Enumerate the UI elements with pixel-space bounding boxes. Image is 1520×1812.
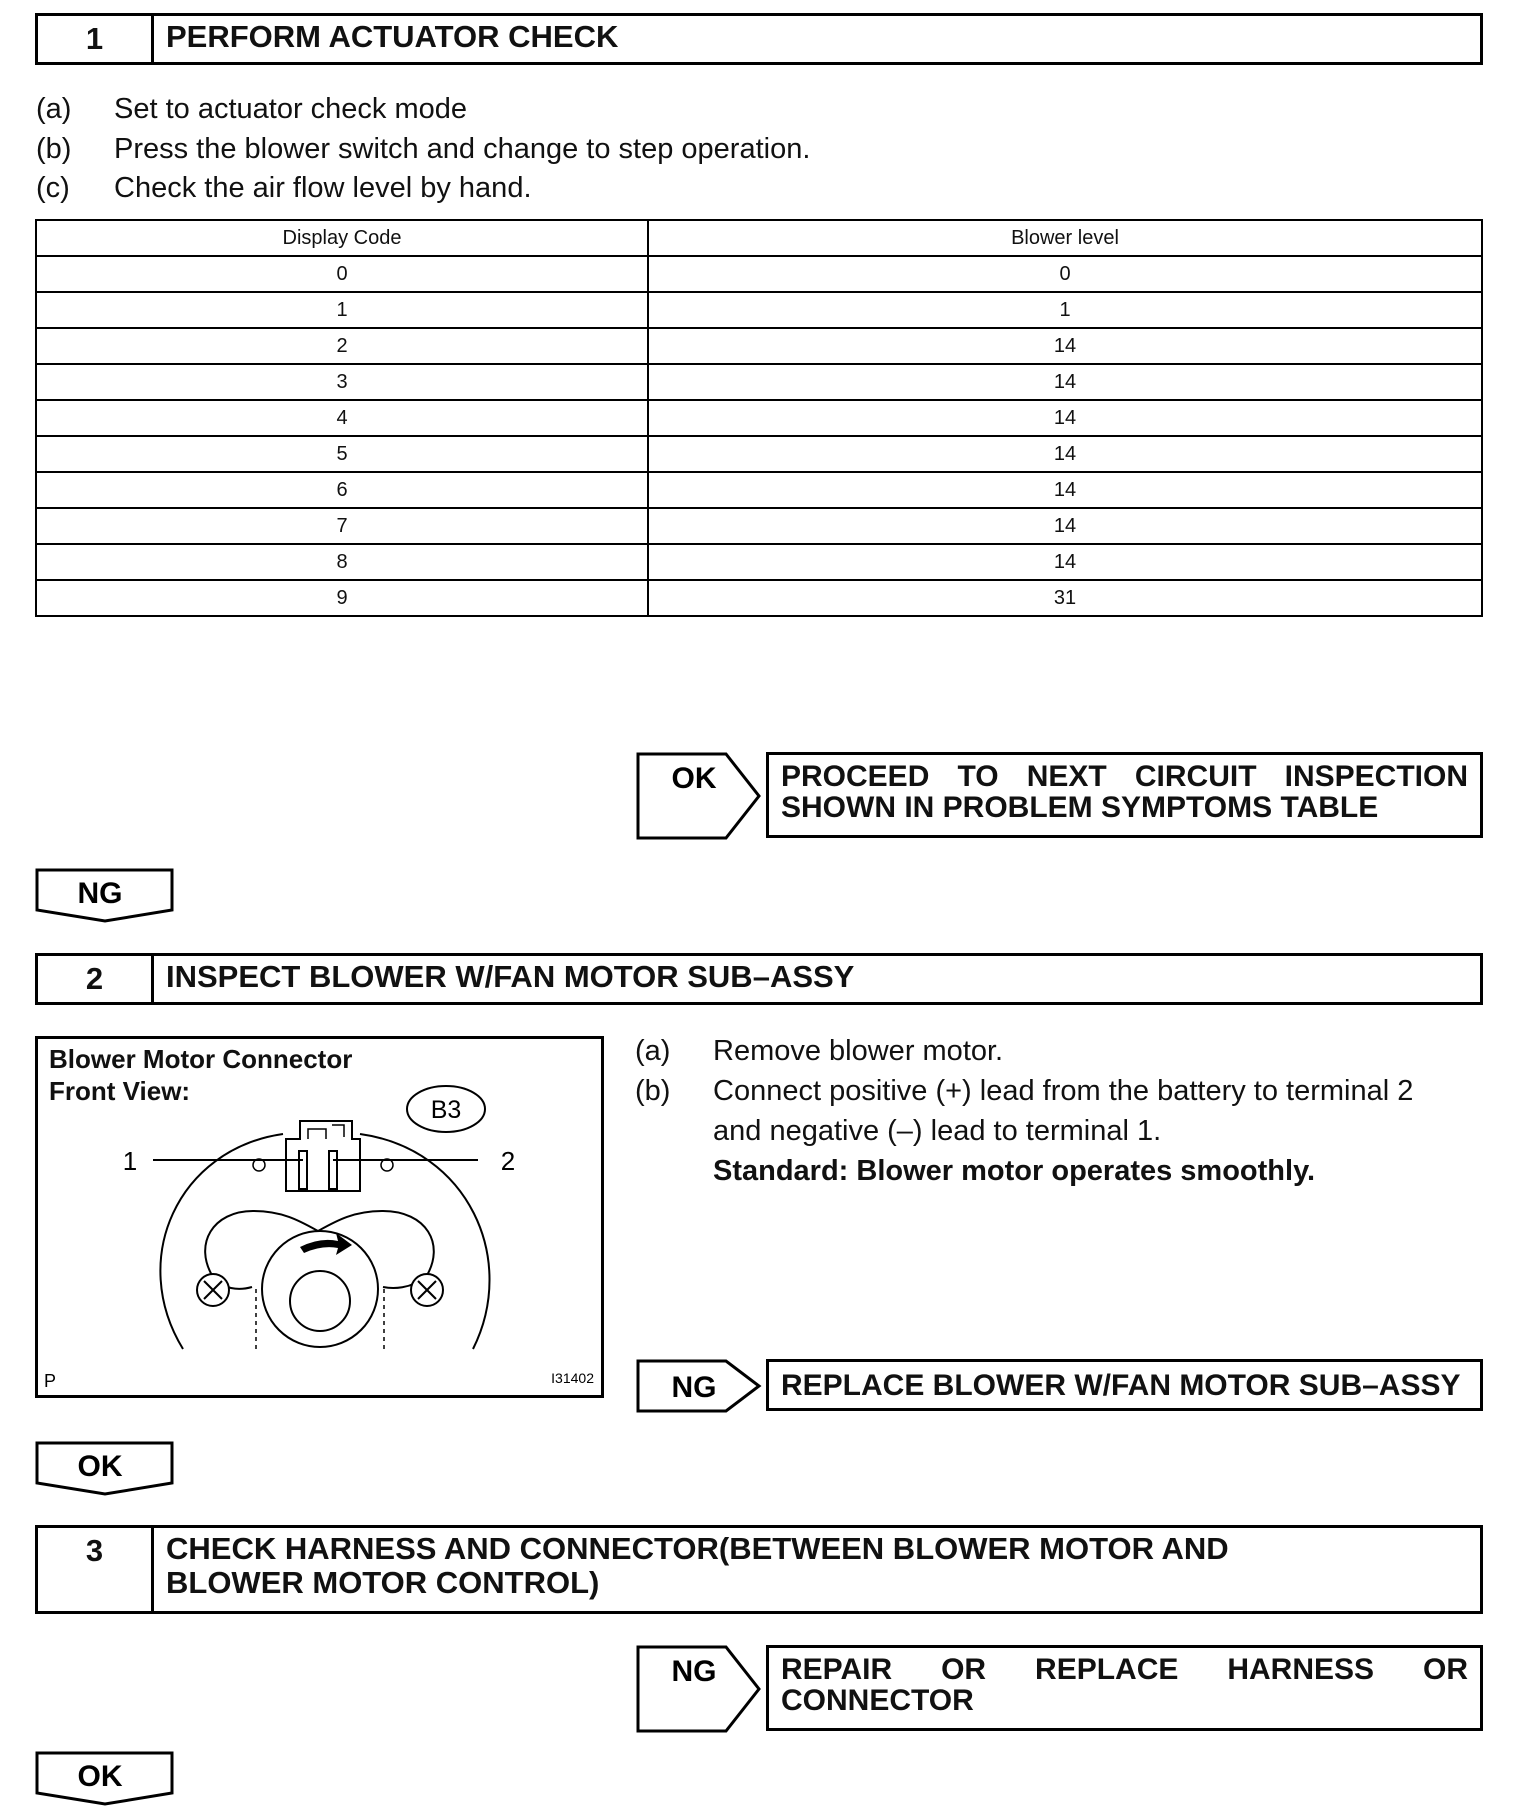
- ng-label: NG: [671, 1655, 717, 1688]
- step-title: PERFORM ACTUATOR CHECK: [166, 19, 619, 54]
- cell-display-code: 7: [36, 508, 648, 544]
- ng-flow-label: NG: [77, 877, 123, 910]
- instruction-text: Check the air flow level by hand.: [114, 172, 532, 204]
- connector-housing: [286, 1121, 360, 1191]
- step-2-header: [35, 953, 1483, 1005]
- mount-screw-left-icon: [197, 1274, 229, 1306]
- cell-blower-level: 14: [648, 328, 1482, 364]
- instruction-text-line-2: and negative (–) lead to terminal 1.: [713, 1115, 1162, 1147]
- ng-result-box: [766, 1645, 1483, 1731]
- instruction-letter: (c): [36, 172, 70, 204]
- cell-blower-level: 14: [648, 436, 1482, 472]
- connector-label: B3: [430, 1096, 462, 1124]
- ng-result-line-2: CONNECTOR: [781, 1684, 974, 1717]
- cell-display-code: 1: [36, 292, 648, 328]
- table-row: [36, 580, 1482, 616]
- mount-screw-right-icon: [411, 1274, 443, 1306]
- ok-arrow-tag: [636, 752, 762, 840]
- diagram-title-line-1: Blower Motor Connector: [49, 1044, 353, 1074]
- terminal-2-label: 2: [500, 1146, 516, 1176]
- step-title: [166, 1532, 1470, 1600]
- instruction-letter: (a): [635, 1035, 671, 1067]
- ng-result-box: [766, 1359, 1483, 1411]
- cell-blower-level: 0: [648, 256, 1482, 292]
- ng-flow-tag: [35, 868, 175, 924]
- ng-arrow-tag: [636, 1359, 762, 1413]
- step-3-header: [35, 1525, 1483, 1614]
- ok-flow-tag: [35, 1751, 175, 1807]
- column-header-display-code: Display Code: [36, 220, 648, 256]
- instruction-text: Remove blower motor.: [713, 1035, 1004, 1067]
- ok-result-line-1: PROCEED TO NEXT CIRCUIT INSPECTION: [781, 760, 1468, 793]
- cell-blower-level: 31: [648, 580, 1482, 616]
- step2-instruction-b: [635, 1071, 1483, 1191]
- table-row: [36, 292, 1482, 328]
- step-number: 2: [38, 956, 154, 1002]
- ok-flow-tag: [35, 1441, 175, 1497]
- table-row: [36, 328, 1482, 364]
- step-number: 3: [38, 1528, 154, 1611]
- cell-blower-level: 14: [648, 472, 1482, 508]
- cell-display-code: 6: [36, 472, 648, 508]
- ok-result-box: [766, 752, 1483, 838]
- instruction-letter: (a): [36, 93, 72, 125]
- diagram-title-line-2: Front View:: [49, 1076, 191, 1106]
- cell-blower-level: 14: [648, 364, 1482, 400]
- cell-blower-level: 1: [648, 292, 1482, 328]
- diagram-corner-label: P: [44, 1371, 57, 1391]
- table-row: [36, 436, 1482, 472]
- table-row: [36, 400, 1482, 436]
- cell-display-code: 2: [36, 328, 648, 364]
- step-number: 1: [38, 16, 154, 62]
- ok-flow-label: OK: [77, 1760, 123, 1793]
- standard-spec: Standard: Blower motor operates smoothly.: [713, 1155, 1316, 1187]
- step-title: INSPECT BLOWER W/FAN MOTOR SUB–ASSY: [166, 959, 855, 994]
- ok-label: OK: [671, 762, 717, 795]
- cell-blower-level: 14: [648, 544, 1482, 580]
- table-row: [36, 364, 1482, 400]
- ng-label: NG: [671, 1371, 717, 1404]
- cell-display-code: 4: [36, 400, 648, 436]
- step-title-line-2: BLOWER MOTOR CONTROL): [166, 1565, 600, 1600]
- instruction-letter: (b): [36, 133, 72, 165]
- table-row: [36, 472, 1482, 508]
- blower-motor-connector-diagram: [35, 1036, 604, 1398]
- instruction-text: Set to actuator check mode: [114, 93, 468, 125]
- figure-code: I31402: [551, 1370, 594, 1386]
- instruction-text-line-1: Connect positive (+) lead from the battery to terminal 2: [713, 1075, 1414, 1107]
- cell-blower-level: 14: [648, 400, 1482, 436]
- ok-flow-label: OK: [77, 1450, 123, 1483]
- ng-result-text: REPLACE BLOWER W/FAN MOTOR SUB–ASSY: [781, 1369, 1461, 1402]
- cell-display-code: 9: [36, 580, 648, 616]
- table-header-row: [36, 220, 1482, 256]
- terminal-2-pin: [329, 1151, 337, 1189]
- table-row: [36, 256, 1482, 292]
- step-1-header: [35, 13, 1483, 65]
- ng-result-line-1: REPAIR OR REPLACE HARNESS OR: [781, 1653, 1468, 1686]
- instruction-text: Press the blower switch and change to step operation.: [114, 133, 811, 165]
- instruction-letter: (b): [635, 1075, 671, 1107]
- terminal-1-label: 1: [122, 1146, 138, 1176]
- cell-blower-level: 14: [648, 508, 1482, 544]
- motor-hub-inner: [290, 1271, 350, 1331]
- ng-arrow-tag: [636, 1645, 762, 1733]
- ok-result-line-2: SHOWN IN PROBLEM SYMPTOMS TABLE: [781, 791, 1379, 824]
- terminal-1-pin: [299, 1151, 307, 1189]
- cell-display-code: 8: [36, 544, 648, 580]
- instruction-text: [713, 1071, 1483, 1191]
- display-code-table: [35, 219, 1483, 617]
- connector-drawing: [38, 1039, 601, 1395]
- table-row: [36, 544, 1482, 580]
- column-header-blower-level: Blower level: [648, 220, 1482, 256]
- cell-display-code: 3: [36, 364, 648, 400]
- table-row: [36, 508, 1482, 544]
- step-title-line-1: CHECK HARNESS AND CONNECTOR(BETWEEN BLOWER MOTOR AND: [166, 1531, 1229, 1566]
- cell-display-code: 0: [36, 256, 648, 292]
- cell-display-code: 5: [36, 436, 648, 472]
